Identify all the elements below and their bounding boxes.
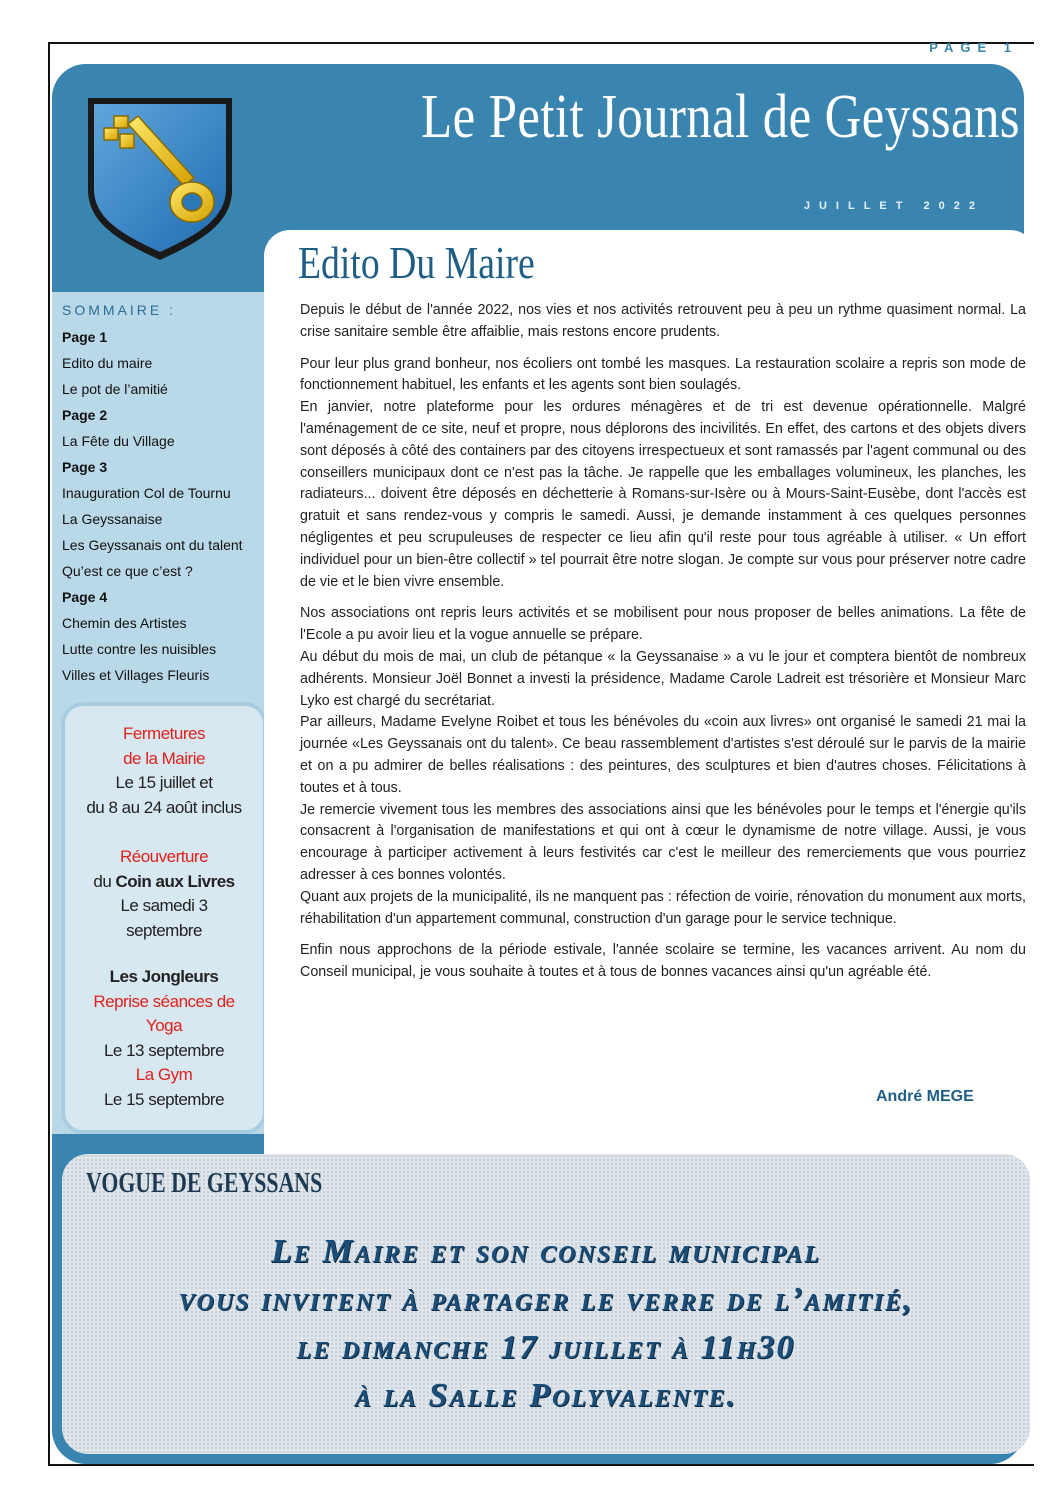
reouverture-date-1: Le samedi 3	[120, 896, 208, 915]
sommaire-item: Les Geyssanais ont du talent	[62, 537, 243, 553]
info-box	[61, 702, 267, 1134]
sommaire-item: La Fête du Village	[62, 433, 175, 449]
fermetures-subheading: de la Mairie	[123, 748, 205, 768]
jongleurs-reprise: Reprise séances de	[93, 991, 235, 1011]
frame-bottom-rule	[48, 1464, 1034, 1466]
sommaire-item: La Geyssanaise	[62, 511, 163, 527]
sommaire-item: Inauguration Col de Tournu	[62, 485, 231, 501]
fermetures-date-2: du 8 au 24 août inclus	[86, 797, 242, 817]
signature: André MEGE	[876, 1088, 974, 1105]
edito-paragraph: Enfin nous approchons de la période estivale, l'année scolaire se termine, les vacances arrivent. Au nom du Conseil municipal, je vous souhaite à toutes et à tous de bonnes vacances ainsi qu'un agréable été.	[300, 942, 1026, 981]
edito-title: Edito Du Maire	[298, 237, 535, 288]
sommaire-title: SOMMAIRE :	[62, 302, 177, 318]
vogue-invitation	[62, 1228, 1030, 1420]
reouverture-heading: Réouverture	[119, 847, 209, 866]
edito-body	[300, 300, 1026, 984]
page-label: PAGE 1	[929, 40, 1018, 55]
sommaire-page-heading: Page 4	[62, 589, 108, 605]
coin-aux-livres: Coin aux Livres	[115, 871, 235, 891]
edito-paragraph: Je remercie vivement tous les membres des associations ainsi que les bénévoles pour le temps et l'énergie qu'ils consacrent à l'organisation de manifestations et qui ont à cœur le dynamisme de notre village. Aussi, je vous encourage à participer activement à leurs festivités car c'est le meilleur des remerciements que vous pourriez adresser à ces bonnes volontés.	[300, 801, 1026, 883]
sommaire-item: Edito du maire	[62, 355, 153, 371]
sommaire-page-heading: Page 1	[62, 329, 108, 345]
edito-paragraph: Pour leur plus grand bonheur, nos écoliers ont tombé les masques. La restauration scolaire a repris son mode de fonctionnement habituel, les enfants et les agents sont bien soulagés.	[300, 355, 1026, 394]
sommaire-item: Villes et Villages Fleuris	[62, 667, 210, 683]
edito-paragraph: Nos associations ont repris leurs activités et se mobilisent pour nous proposer de belles animations. La fête de l'Ecole a pu avoir lieu et la vogue annuelle se prépare.	[300, 605, 1026, 644]
journal-title: Le Petit Journal de Geyssans	[421, 83, 1020, 151]
invitation-line: le dimanche 17 juillet à 11h30	[296, 1329, 796, 1366]
reouverture-prefix: du	[93, 871, 116, 891]
invitation-line: vous invitent à partager le verre de l’amitié,	[178, 1281, 914, 1318]
fermetures-date-1: Le 15 juillet et	[115, 773, 213, 792]
frame-left-rule	[48, 42, 50, 1466]
vogue-title: VOGUE DE GEYSSANS	[86, 1168, 323, 1199]
edito-paragraph: Par ailleurs, Madame Evelyne Roibet et tous les bénévoles du «coin aux livres» ont organisé le samedi 21 mai la journée «Les Geyssanais ont du talent». Ce beau rassemblement d'artistes s'est déroulé sur le parvis de la mairie et on a pu admirer de belles réalisations : des peintures, des sculptures et bien d'autres choses. Félicitations à toutes et à tous.	[300, 714, 1026, 796]
fermetures-heading: Fermetures	[123, 724, 205, 743]
frame-top-rule	[48, 42, 1034, 44]
sommaire-item: Le pot de l’amitié	[62, 381, 168, 397]
reouverture-date-2: septembre	[126, 920, 202, 940]
edito-paragraph: Depuis le début de l'année 2022, nos vies et nos activités retrouvent peu à peu un rythme quasiment normal. La crise sanitaire semble être affaiblie, mais restons encore prudents.	[300, 302, 1026, 340]
jongleurs-heading: Les Jongleurs	[109, 967, 219, 986]
invitation-line: Le Maire et son conseil municipal	[271, 1233, 821, 1270]
sommaire-item: Qu’est ce que c’est ?	[62, 563, 193, 579]
issue-date: JUILLET 2022	[803, 200, 984, 212]
jongleurs-date: Le 13 septembre	[103, 1040, 225, 1060]
shield-key-icon	[84, 94, 236, 264]
edito-paragraph: Quant aux projets de la municipalité, ils ne manquent pas : réfection de voirie, rénovation du monument aux morts, réhabilitation d'un appartement communal, construction d'un garage pour le service technique.	[300, 888, 1026, 927]
sommaire-item: Chemin des Artistes	[62, 615, 187, 631]
invitation-line: à la Salle Polyvalente.	[354, 1377, 738, 1414]
gym-heading: La Gym	[135, 1065, 193, 1084]
reouverture-place	[65, 870, 263, 895]
gym-date: Le 15 septembre	[103, 1089, 225, 1109]
edito-paragraph: En janvier, notre plateforme pour les ordures ménagères et de tri est devenue opérationnelle. Malgré l'aménagement de ce site, neuf et propre, nous déplorons des incivilités. En effet, des cartons et des objets divers sont déposés à côté des containers par des citoyens irrespectueux et sont ramassés par l'agent communal ou des conseillers municipaux dont ce n'est pas la tâche. Je rappelle que les emballages volumineux, les planches, les radiateurs... doivent être déposés en déchetterie à Romans-sur-Isère ou à Mours-Saint-Eusèbe, dont l'accès est gratuit et sans rendez-vous y compris le samedi. Aussi, je demande instamment à ces quelques personnes négligentes et peu scrupuleuses de respecter ce lieu afin qu'il reste pour tous agréable à utiliser. « Un effort individuel pour un bien-être collectif » tel pourrait être notre slogan. Je compte sur vous pour préserver notre cadre de vie et le bien vivre ensemble.	[300, 399, 1026, 590]
sommaire-page-heading: Page 2	[62, 407, 108, 423]
sommaire-item: Lutte contre les nuisibles	[62, 641, 217, 657]
jongleurs-yoga: Yoga	[145, 1016, 183, 1035]
sommaire-list	[62, 326, 267, 690]
edito-paragraph: Au début du mois de mai, un club de pétanque « la Geyssanaise » a vu le jour et comptera bientôt de nombreux adhérents. Monsieur Joël Bonnet a investi la présidence, Madame Carole Ladreit est trésorière et Monsieur Marc Lyko est chargé du secrétariat.	[300, 648, 1026, 709]
sommaire-page-heading: Page 3	[62, 459, 108, 475]
